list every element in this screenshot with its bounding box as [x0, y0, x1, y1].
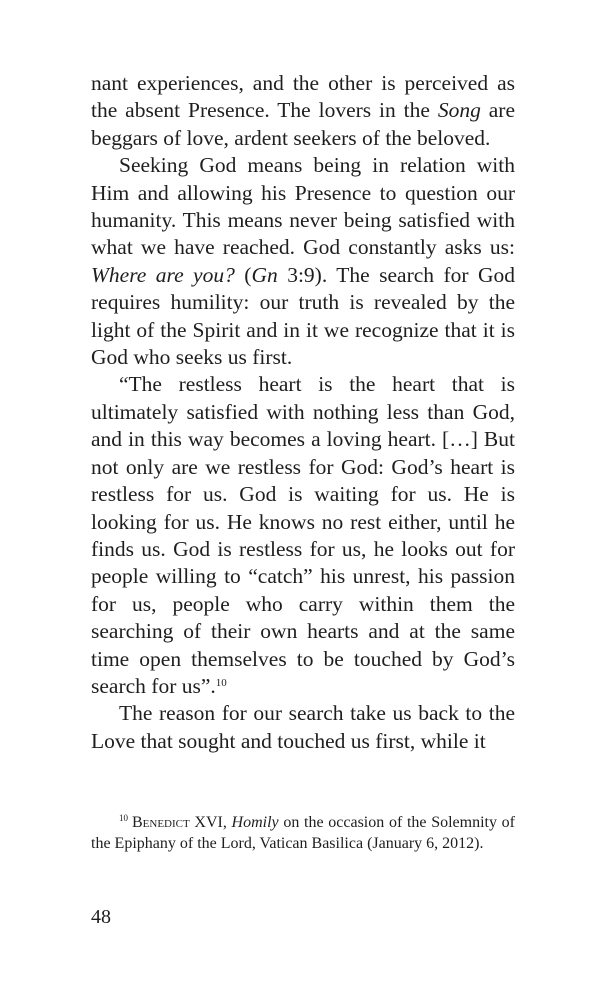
page-body	[91, 70, 515, 755]
footnote-reference[interactable]: 10	[215, 676, 227, 689]
footnote	[91, 812, 515, 854]
song-title: Song	[437, 98, 481, 123]
paragraph-4: The reason for our search take us back to the Love that sought and touched us first, while it	[91, 701, 515, 753]
paragraph-2: Seeking God means being in relation with Him and allowing his Presence to question our humanity. This means never being satisfied with what we have reached. God constantly asks us: Where are you? (Gn 3:9). The search for God requires humility: our truth is revealed by the light of the Spirit and in it we recognize that it is God who seeks us first.	[91, 153, 516, 370]
footnote-work: Homily	[231, 814, 279, 831]
body-text	[91, 70, 515, 755]
book-abbrev-gn: Gn	[251, 262, 278, 287]
page-number: 48	[91, 906, 111, 928]
footnote-number: 10	[119, 813, 128, 823]
footnote-author: Benedict	[132, 814, 190, 831]
quote-where-are-you: Where are you?	[91, 262, 235, 287]
paragraph-3: “The restless heart is the heart that is ultimately satisfied with nothing less than God, and in this way becomes a loving heart. […] But not only are we restless for God: God’s heart is restless for us. God is waiting for us. He is looking for us. He knows no rest either, until he finds us. God is restless for us, he looks out for people willing to “catch” his unrest, his passion for us, people who carry within them the searching of their own hearts and at the same time open themselves to be touched by God’s search for us”.$^{10}$	[91, 372, 515, 698]
paragraph-1: nant experiences, and the other is perceived as the absent Presence. The lovers in the Song are beggars of love, ardent seekers of the beloved.	[91, 71, 516, 150]
footnote-text: $^{10}$ Benedict XVI, Homily on the occasion of the Solemnity of the Epiphany of the Lord, Vatican Basilica (January 6, 2012).	[91, 813, 516, 852]
